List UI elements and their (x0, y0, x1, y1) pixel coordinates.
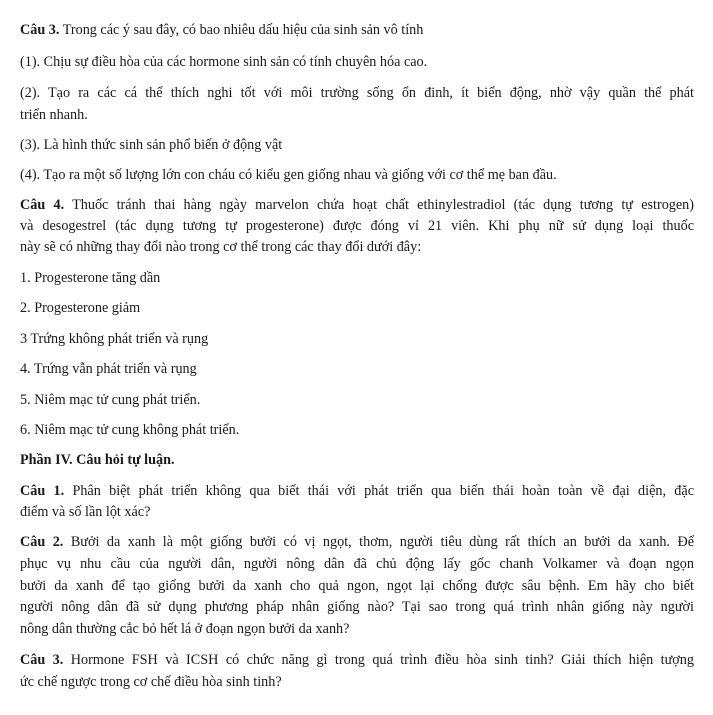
essay-q3-text: Hormone FSH và ICSH có chức năng gì trong quá trình điều hòa sinh tinh? Giải thích hiện tượng (63, 652, 694, 668)
essay-q2-line-5: nông dân thường cắc bỏ hết lá ở đoạn ngọn bưởi da xanh? (20, 621, 350, 637)
q4-line-1 (20, 196, 694, 214)
q3-option-4: (4). Tạo ra một số lượng lớn con cháu có kiểu gen giống nhau và giống với cơ thể mẹ ban đầu. (20, 167, 557, 183)
q4-line-2: và desogestrel (tác dụng tương tự progesterone) được đóng vỉ 21 viên. Khi phụ nữ sử dụng loại thuốc (20, 218, 694, 234)
essay-q1-line-1 (20, 482, 694, 500)
essay-q2-line-3: bưởi da xanh để tạo giống bưởi da xanh cho quả ngon, ngọt lại chống được sâu bệnh. Em hãy cho biết (20, 578, 694, 594)
q4-line-3: này sẽ có những thay đổi nào trong cơ thể trong các thay đổi dưới đây: (20, 239, 422, 255)
essay-q2-label: Câu 2. (20, 534, 64, 550)
q4-item: 6. Niêm mạc tử cung không phát triển. (20, 422, 240, 438)
q3-line (20, 21, 423, 39)
q4-item: 5. Niêm mạc tử cung phát triển. (20, 392, 201, 408)
essay-q2-text: Bưởi da xanh là một giống bưởi có vị ngọt, thơm, người tiêu dùng rất thích an bưởi da xanh. Để (63, 534, 694, 550)
essay-q3-line-2: ức chế ngược trong cơ chế điều hòa sinh tinh? (20, 674, 282, 690)
q3-option-2-line-1: (2). Tạo ra các cá thể thích nghi tốt với môi trường sống ổn đinh, ít biến động, nhờ vậy quần thể phát (20, 85, 694, 101)
q4-item: 3 Trứng không phát triển và rụng (20, 331, 209, 347)
q4-item: 4. Trứng vẫn phát triển và rụng (20, 361, 197, 377)
q4-item: 1. Progesterone tăng dần (20, 270, 161, 286)
q3-option-2-line-2: triển nhanh. (20, 107, 88, 123)
q4-label: Câu 4. (20, 197, 65, 213)
essay-q2-line-4: người nông dân đã sử dụng phương pháp nhân giống nào? Tại sao trong quá trình nhân giống này người (20, 599, 694, 615)
essay-q2-line-1 (20, 533, 694, 551)
essay-q1-text: Phân biệt phát triển không qua biết thái với phát triển qua biến thái hoàn toàn về đại diện, đặc (64, 483, 694, 499)
q3-option-3: (3). Là hình thức sinh sản phổ biến ở động vật (20, 137, 283, 153)
essay-q3-line-1 (20, 651, 694, 669)
essay-q1-label: Câu 1. (20, 483, 65, 499)
part-4-heading: Phần IV. Câu hỏi tự luận. (20, 452, 175, 468)
q3-option-1: (1). Chịu sự điều hòa của các hormone sinh sản có tính chuyên hóa cao. (20, 54, 428, 70)
q4-item: 2. Progesterone giảm (20, 300, 141, 316)
essay-q3-label: Câu 3. (20, 652, 64, 668)
essay-q2-line-2: phục vụ nhu cầu của người dân, người nông dân đã chủ động lấy gốc chanh Volkamer và đoạn ngọn (20, 556, 694, 572)
essay-q1-line-2: điểm và số lần lột xác? (20, 504, 151, 520)
q3-label: Câu 3. (20, 22, 60, 38)
q4-stem-1: Thuốc tránh thai hàng ngày marvelon chứa hoạt chất ethinylestradiol (tác dụng tương tự estrogen) (64, 197, 694, 213)
q3-stem: Trong các ý sau đây, có bao nhiêu dấu hiệu của sinh sản vô tính (59, 22, 424, 38)
